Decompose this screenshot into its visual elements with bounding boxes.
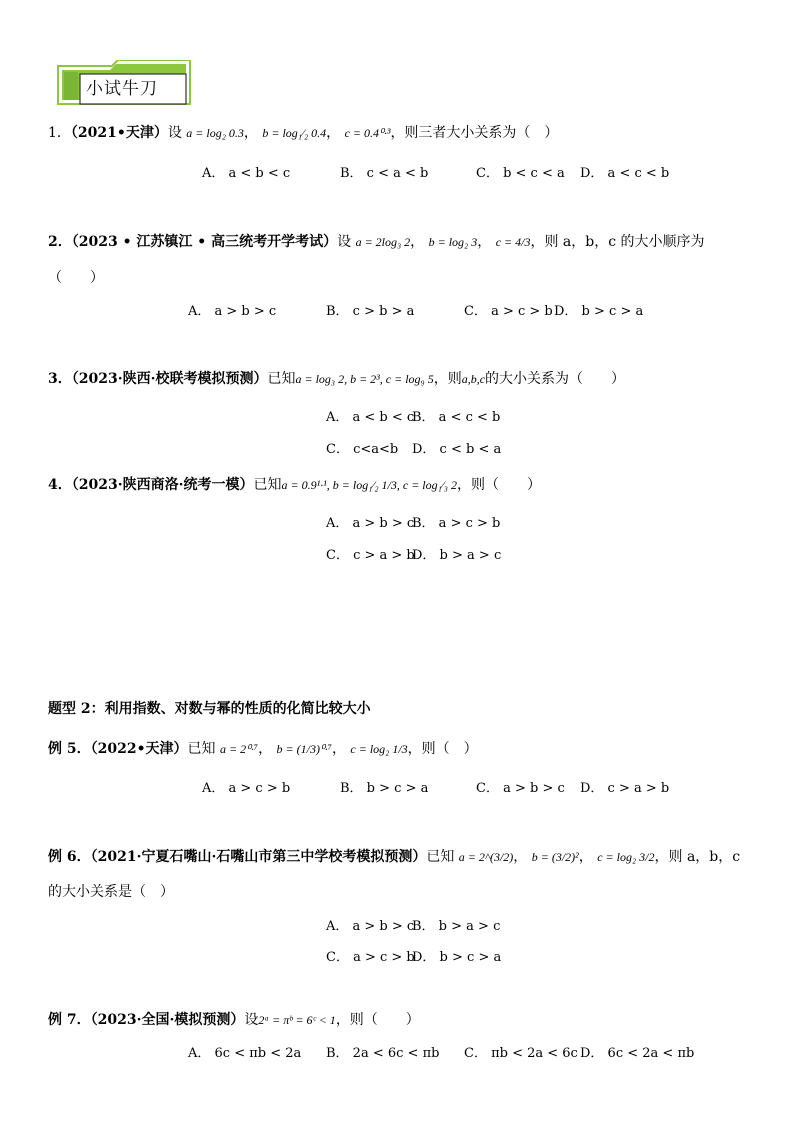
expr-c: c = 0.4⁰·³: [344, 126, 391, 140]
question-source: （2023·陕西·校联考模拟预测）: [71, 371, 268, 387]
question-tail: ，则（ ）: [456, 477, 541, 493]
question-1: [48, 122, 558, 142]
question-lead: 已知: [267, 371, 296, 387]
expr-b: b = (3/2)²: [531, 850, 579, 864]
question-4: [48, 474, 541, 494]
question-lead: 设: [244, 1012, 259, 1028]
question-lead: 已知: [426, 849, 455, 865]
expr-a: a = 2log₃ 2: [355, 235, 411, 249]
question-source: （2022•天津）: [90, 741, 188, 757]
option-a[interactable]: A． a < b < c: [326, 410, 415, 425]
question-source: （2023 • 江苏镇江 • 高三统考开学考试）: [71, 234, 338, 250]
expr-a: a = log₂ 0.3: [186, 126, 244, 140]
question-tail-2: 的大小关系为（ ）: [485, 371, 626, 387]
question-source: （2021•天津）: [70, 125, 168, 141]
option-c[interactable]: C． πb < 2a < 6c: [464, 1046, 578, 1061]
option-b[interactable]: B． a > c > b: [412, 516, 501, 531]
question-6-line-2: 的大小关系是（ ）: [48, 884, 174, 900]
option-d[interactable]: D． c < b < a: [412, 442, 502, 457]
question-tail: ，则（ ）: [407, 741, 478, 757]
option-b[interactable]: B． 2a < 6c < πb: [326, 1046, 440, 1061]
question-number: 例 6．: [48, 849, 91, 865]
expr-b: b = (1/3)⁰·⁷: [276, 742, 332, 756]
question-tail: ，则三者大小关系为（ ）: [390, 125, 559, 141]
option-c[interactable]: C． a > b > c: [476, 781, 565, 796]
option-c[interactable]: C． c<a<b: [326, 442, 399, 457]
option-c[interactable]: C． a > c > b: [464, 304, 553, 319]
separator: ，: [243, 125, 258, 141]
expr-vars: a,b,c: [461, 372, 486, 386]
question-tail: ，则（ ）: [335, 1012, 420, 1028]
option-a[interactable]: A． a > c > b: [202, 781, 291, 796]
question-2: 2．（2023 • 江苏镇江 • 高三统考开学考试）设 a = 2log₃ 2， b = log₂ 3， c = 4/3，则 a，b，c 的大小顺序为: [48, 234, 705, 250]
option-d[interactable]: D． 6c < 2a < πb: [580, 1046, 695, 1061]
option-c[interactable]: C． a > c > b: [326, 950, 415, 965]
option-c[interactable]: C． b < c < a: [476, 166, 565, 181]
question-source: （2021·宁夏石嘴山·石嘴山市第三中学校考模拟预测）: [90, 849, 427, 865]
expr-b: b = log₂ 3: [428, 235, 478, 249]
option-b[interactable]: B． c < a < b: [340, 166, 429, 181]
question-tail: ，则: [433, 371, 462, 387]
question-number: 2．: [48, 234, 72, 250]
option-a[interactable]: A． a > b > c: [326, 919, 415, 934]
question-lead: 设: [337, 234, 352, 250]
option-b[interactable]: B． a < c < b: [412, 410, 501, 425]
question-source: （2023·全国·模拟预测）: [90, 1012, 245, 1028]
option-a[interactable]: A． a > b > c: [188, 304, 277, 319]
question-tail: ，则 a，b，c 的大小顺序为: [530, 234, 705, 250]
question-3: [48, 368, 625, 388]
separator: ，: [326, 125, 341, 141]
question-number: 例 5．: [48, 741, 91, 757]
question-lead: 设: [167, 125, 182, 141]
question-7: [48, 1009, 420, 1029]
option-a[interactable]: A． a < b < c: [202, 166, 291, 181]
question-tail: ，则 a，b，c: [654, 849, 741, 865]
option-c[interactable]: C． c > a > b: [326, 548, 415, 563]
option-d[interactable]: D． c > a > b: [580, 781, 670, 796]
expr-b: b = log₁⁄₂ 0.4: [262, 126, 327, 140]
expr: a = 0.9¹·¹, b = log₁⁄₂ 1/3, c = log₁⁄₃ 2: [281, 478, 457, 492]
option-a[interactable]: A． 6c < πb < 2a: [188, 1046, 302, 1061]
expr: 2ᵃ = πᵇ = 6ᶜ < 1: [258, 1013, 336, 1027]
answer-paren: （ ）: [48, 270, 104, 286]
section-title: 题型 2：利用指数、对数与幂的性质的化简比较大小: [48, 701, 371, 717]
expr-c: c = log₂ 3/2: [597, 850, 655, 864]
question-lead: 已知: [187, 741, 216, 757]
question-number: 4．: [48, 477, 72, 493]
expr-c: c = log₂ 1/3: [350, 742, 408, 756]
question-6: 例 6．（2021·宁夏石嘴山·石嘴山市第三中学校考模拟预测）已知 a = 2^(3/2)， b = (3/2)²， c = log₂ 3/2，则 a，b，c: [48, 849, 741, 865]
question-lead: 已知: [253, 477, 282, 493]
option-b[interactable]: B． b > c > a: [340, 781, 429, 796]
banner-title: 小试牛刀: [86, 79, 158, 99]
question-number: 例 7．: [48, 1012, 91, 1028]
option-d[interactable]: D． a < c < b: [580, 166, 670, 181]
question-number: 1．: [48, 125, 71, 141]
option-a[interactable]: A． a > b > c: [326, 516, 415, 531]
option-d[interactable]: D． b > c > a: [554, 304, 644, 319]
option-b[interactable]: B． c > b > a: [326, 304, 415, 319]
question-number: 3．: [48, 371, 72, 387]
expr-c: c = 4/3: [495, 235, 531, 249]
expr: a = log₃ 2, b = 2³, c = log₉ 5: [295, 372, 434, 386]
expr-a: a = 2^(3/2): [458, 850, 514, 864]
option-d[interactable]: D． b > c > a: [412, 950, 502, 965]
expr-a: a = 2⁰·⁷: [220, 742, 259, 756]
question-5: 例 5．（2022•天津）已知 a = 2⁰·⁷， b = (1/3)⁰·⁷， c = log₂ 1/3，则（ ）: [48, 741, 478, 757]
option-b[interactable]: B． b > a > c: [412, 919, 501, 934]
option-d[interactable]: D． b > a > c: [412, 548, 502, 563]
question-source: （2023·陕西商洛·统考一模）: [71, 477, 254, 493]
